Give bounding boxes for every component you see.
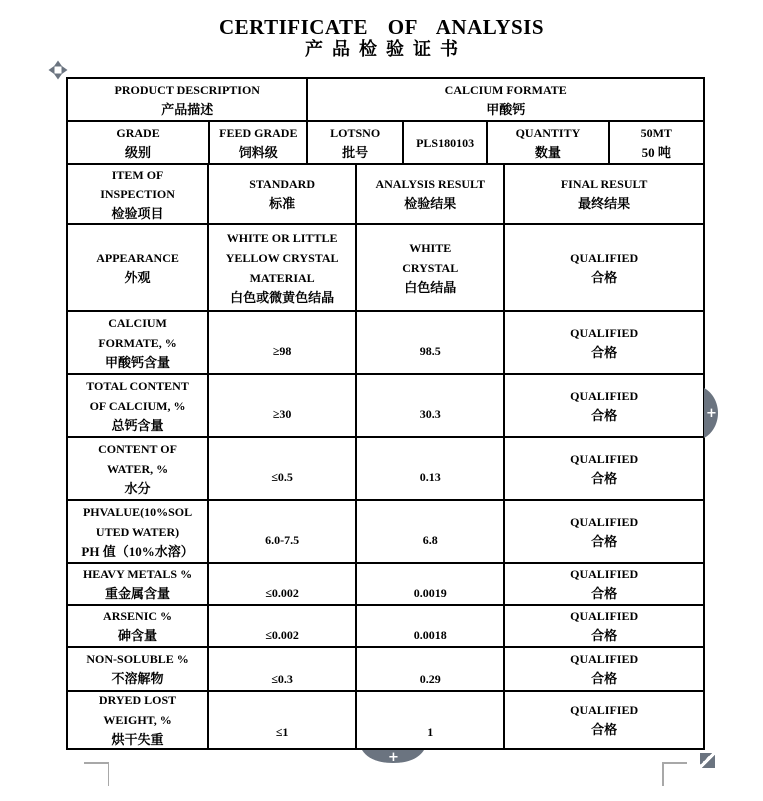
cell-text-line: 0.29 — [419, 672, 441, 686]
dryed-lost-weight-result[interactable] — [357, 692, 505, 748]
water-content-standard[interactable] — [209, 438, 357, 499]
move-icon — [48, 67, 68, 84]
standard-header[interactable] — [209, 165, 357, 223]
quantity-label[interactable] — [488, 122, 609, 163]
cell-text-line: 重金属含量 — [105, 586, 171, 601]
cell-text-line: FEED GRADE — [219, 125, 298, 140]
cell-text-line: 0.13 — [419, 470, 441, 484]
cell-text-line: 饲料级 — [238, 144, 278, 160]
arsenic-label[interactable] — [68, 606, 209, 646]
grade-row — [68, 122, 703, 165]
cell-text-line: WHITE OR LITTLE — [226, 230, 338, 245]
cell-text-line: LOTSNO — [330, 125, 381, 140]
certificate-table — [66, 77, 705, 750]
product-name-value[interactable] — [308, 79, 703, 120]
cell-text-line: CONTENT OF — [98, 441, 177, 456]
heavy-metals-label[interactable] — [68, 564, 209, 604]
analysis-result-header[interactable] — [357, 165, 505, 223]
cell-text-line: ≥98 — [272, 344, 292, 358]
total-calcium-final[interactable] — [505, 375, 703, 436]
heavy-metals-row — [68, 564, 703, 606]
cell-text-line: 最终结果 — [578, 196, 631, 211]
cell-text-line: QUALIFIED — [570, 703, 639, 717]
cell-text-line: ITEM OF — [111, 167, 164, 182]
doc-subtitle[interactable]: 产品检验证书 — [305, 39, 467, 59]
appearance-label[interactable] — [68, 225, 209, 310]
non-soluble-final[interactable] — [505, 648, 703, 690]
appearance-result[interactable] — [357, 225, 505, 310]
cell-text-line: 砷含量 — [118, 628, 158, 643]
non-soluble-standard[interactable] — [209, 648, 357, 690]
water-content-result[interactable] — [357, 438, 505, 499]
product-description-label[interactable] — [68, 79, 308, 120]
cell-text-line: 甲酸钙 — [486, 101, 526, 117]
non-soluble-result[interactable] — [357, 648, 505, 690]
cell-text-line: 甲酸钙含量 — [105, 354, 171, 370]
cell-text-line: ≤0.002 — [265, 586, 299, 600]
cell-text-line: YELLOW CRYSTAL — [225, 250, 339, 265]
arsenic-final[interactable] — [505, 606, 703, 646]
heavy-metals-result[interactable] — [357, 564, 505, 604]
cell-text-line: 合格 — [591, 586, 618, 601]
appearance-final[interactable] — [505, 225, 703, 310]
cell-text-line: CALCIUM — [108, 315, 167, 330]
add-row-button[interactable] — [362, 750, 424, 765]
dryed-lost-weight-row — [68, 692, 703, 748]
cell-text-line: 标准 — [269, 196, 296, 211]
ph-value-label[interactable] — [68, 501, 209, 562]
cell-text-line: ≤1 — [275, 725, 289, 739]
add-column-button[interactable] — [704, 388, 720, 438]
cell-text-line: 级别 — [125, 144, 152, 160]
cell-text-line: 0.0018 — [413, 628, 447, 642]
cell-text-line: PLS180103 — [416, 135, 475, 150]
table-resize-handle[interactable] — [700, 753, 715, 768]
cell-text-line: 0.0019 — [413, 586, 447, 600]
cell-text-line: 产品描述 — [161, 101, 214, 117]
cell-text-line: 合格 — [591, 344, 618, 360]
cell-text-line: 检验项目 — [111, 205, 164, 221]
cell-text-line: OF CALCIUM, % — [89, 398, 186, 413]
item-of-inspection-header[interactable] — [68, 165, 209, 223]
cell-text-line: FORMATE, % — [98, 335, 177, 350]
cell-text-line: DRYED LOST — [98, 693, 177, 707]
cell-text-line: WHITE — [409, 240, 452, 255]
non-soluble-label[interactable] — [68, 648, 209, 690]
arsenic-standard[interactable] — [209, 606, 357, 646]
ph-value-final[interactable] — [505, 501, 703, 562]
cell-text-line: QUALIFIED — [570, 567, 639, 581]
cell-text-line: PHVALUE(10%SOL — [82, 504, 193, 519]
cell-text-line: QUALIFIED — [570, 451, 639, 466]
cell-text-line: CALCIUM FORMATE — [444, 82, 567, 97]
cell-text-line: ARSENIC % — [103, 609, 173, 623]
cell-text-line: 50 吨 — [641, 144, 671, 160]
calcium-formate-label[interactable] — [68, 312, 209, 373]
cell-text-line: ≤0.002 — [265, 628, 299, 642]
cell-text-line: 数量 — [534, 144, 561, 160]
appearance-standard[interactable] — [209, 225, 357, 310]
lot-no-label[interactable] — [308, 122, 403, 163]
cell-text-line: 6.0-7.5 — [265, 533, 300, 547]
calcium-formate-row — [68, 312, 703, 375]
cell-text-line: 不溶解物 — [111, 671, 164, 686]
cell-text-line: QUALIFIED — [570, 325, 639, 340]
lot-no-value[interactable] — [404, 122, 488, 163]
cell-text-line: QUANTITY — [515, 125, 581, 140]
cell-text-line: 检验结果 — [404, 196, 457, 211]
cell-text-line: 6.8 — [422, 533, 438, 547]
heavy-metals-final[interactable] — [505, 564, 703, 604]
cell-text-line: MATERIAL — [249, 270, 315, 285]
cell-text-line: QUALIFIED — [570, 514, 639, 529]
water-content-row — [68, 438, 703, 501]
cell-text-line: 合格 — [591, 470, 618, 486]
cell-text-line: ≥30 — [272, 407, 292, 421]
cell-text-line: FINAL RESULT — [560, 177, 648, 191]
cell-text-line: 98.5 — [419, 344, 441, 358]
total-calcium-standard[interactable] — [209, 375, 357, 436]
cell-text-line: 合格 — [591, 671, 618, 686]
cell-text-line: 烘干失重 — [111, 732, 164, 747]
ph-value-standard[interactable] — [209, 501, 357, 562]
cell-text-line: QUALIFIED — [570, 388, 639, 403]
product-row — [68, 79, 703, 122]
cell-text-line: HEAVY METALS % — [82, 567, 193, 581]
cell-text-line: NON-SOLUBLE % — [86, 652, 189, 666]
grade-value[interactable] — [210, 122, 308, 163]
cell-text-line: PRODUCT DESCRIPTION — [114, 82, 260, 97]
cell-text-line: QUALIFIED — [570, 609, 639, 623]
cell-text-line: INSPECTION — [100, 186, 175, 201]
dryed-lost-weight-label[interactable] — [68, 692, 209, 748]
final-result-header[interactable] — [505, 165, 703, 223]
cell-text-line: 批号 — [342, 144, 369, 160]
cell-text-line: 合格 — [591, 628, 618, 643]
cell-text-line: QUALIFIED — [570, 652, 639, 666]
cell-text-line: 50MT — [640, 125, 672, 140]
cell-text-line: 合格 — [591, 269, 618, 285]
dryed-lost-weight-standard[interactable] — [209, 692, 357, 748]
heavy-metals-standard[interactable] — [209, 564, 357, 604]
appearance-row — [68, 225, 703, 312]
total-calcium-result[interactable] — [357, 375, 505, 436]
ph-value-result[interactable] — [357, 501, 505, 562]
total-calcium-row — [68, 375, 703, 438]
plus-icon: + — [388, 750, 399, 765]
cell-text-line: TOTAL CONTENT — [86, 378, 189, 393]
cell-text-line: WATER, % — [106, 461, 169, 476]
total-calcium-label[interactable] — [68, 375, 209, 436]
cell-text-line: 合格 — [591, 533, 618, 549]
water-content-final[interactable] — [505, 438, 703, 499]
cell-text-line: STANDARD — [249, 177, 316, 191]
cell-text-line: 水分 — [124, 480, 151, 496]
cell-text-line: UTED WATER) — [95, 524, 180, 539]
cell-text-line: 1 — [427, 725, 434, 739]
doc-title[interactable]: CERTIFICATE OF ANALYSIS — [218, 15, 545, 39]
calcium-formate-standard[interactable] — [209, 312, 357, 373]
grade-label[interactable] — [68, 122, 210, 163]
plus-icon: + — [706, 406, 717, 421]
add-column-tab-icon — [704, 425, 720, 442]
cell-text-line: QUALIFIED — [570, 250, 639, 265]
table-move-handle[interactable] — [48, 60, 68, 80]
cell-text-line: ≤0.3 — [271, 672, 293, 686]
cell-text-line: GRADE — [116, 125, 160, 140]
inspection-header-row — [68, 165, 703, 225]
cell-text-line: ANALYSIS RESULT — [375, 177, 485, 191]
cell-text-line: 总钙含量 — [111, 417, 164, 433]
cell-text-line: APPEARANCE — [96, 250, 179, 265]
quantity-value[interactable] — [610, 122, 703, 163]
cell-text-line: PH 值（10%水溶） — [81, 543, 194, 559]
cell-text-line: CRYSTAL — [402, 260, 459, 275]
calcium-formate-result[interactable] — [357, 312, 505, 373]
arsenic-row — [68, 606, 703, 648]
cell-text-line: 30.3 — [419, 407, 441, 421]
cell-text-line: 外观 — [124, 269, 151, 285]
cell-text-line: 白色结晶 — [404, 279, 457, 295]
cell-text-line: 白色或微黄色结晶 — [230, 289, 335, 305]
cell-text-line: WEIGHT, % — [103, 713, 172, 727]
non-soluble-row — [68, 648, 703, 692]
calcium-formate-final[interactable] — [505, 312, 703, 373]
cell-text-line: 合格 — [591, 722, 618, 737]
arsenic-result[interactable] — [357, 606, 505, 646]
dryed-lost-weight-final[interactable] — [505, 692, 703, 748]
cell-text-line: 合格 — [591, 407, 618, 423]
ph-value-row — [68, 501, 703, 564]
water-content-label[interactable] — [68, 438, 209, 499]
cell-text-line: ≤0.5 — [271, 470, 293, 484]
